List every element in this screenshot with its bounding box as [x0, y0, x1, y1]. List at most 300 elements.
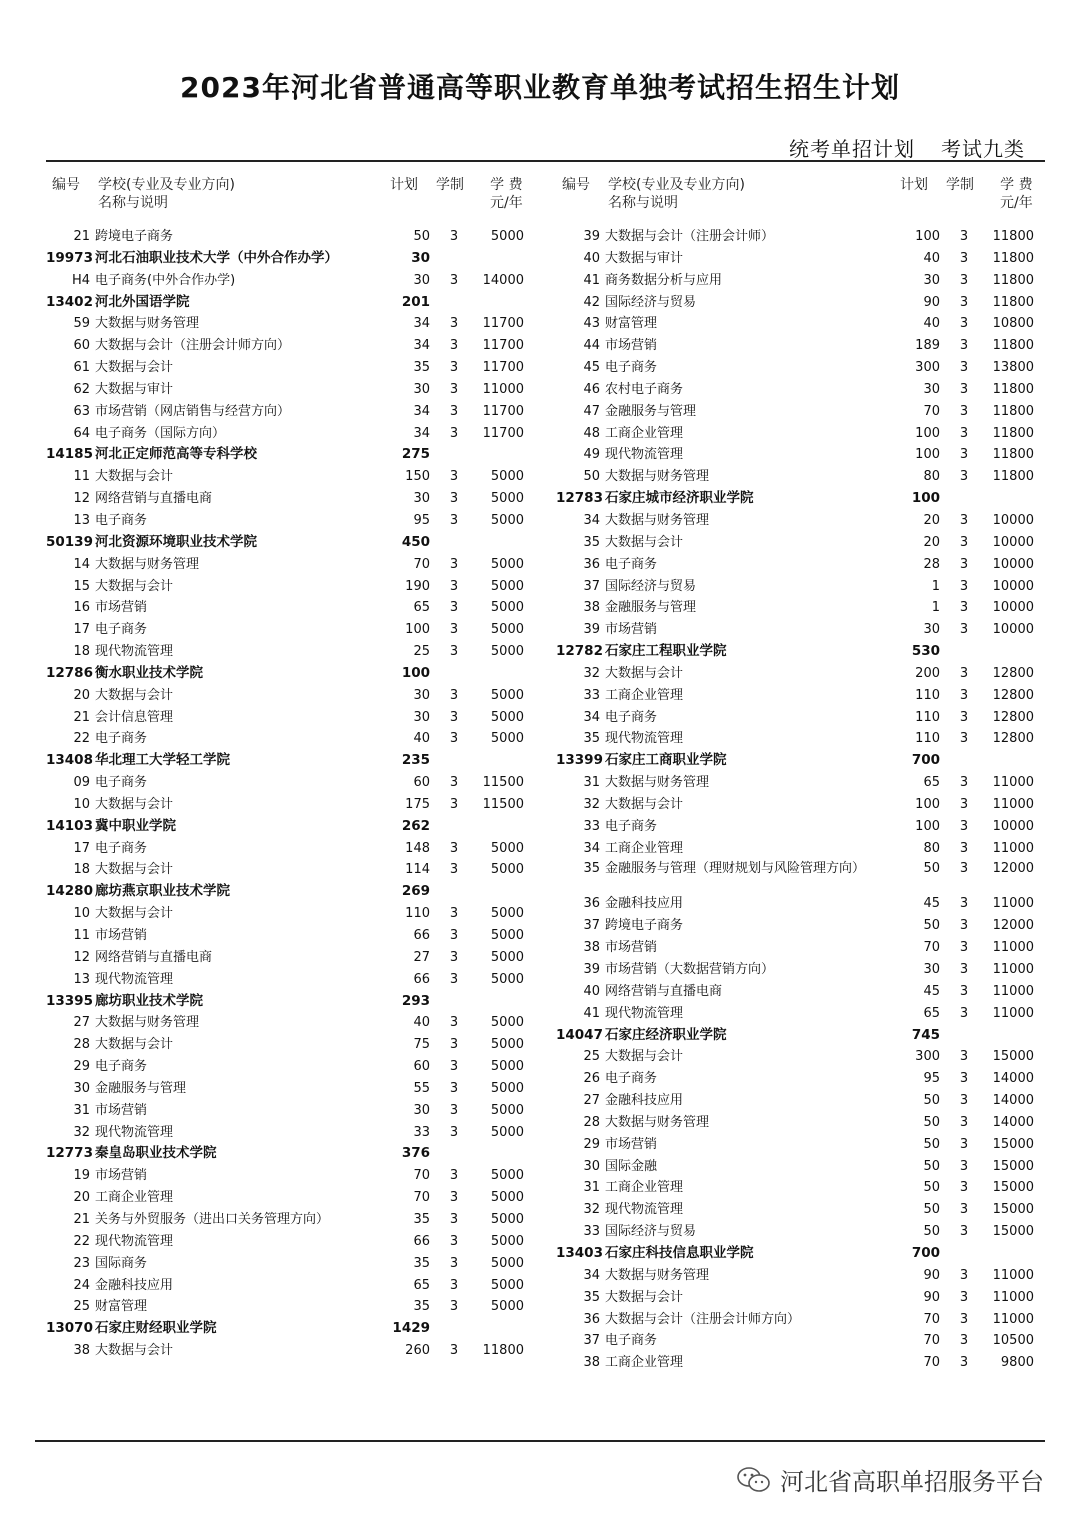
school-code: 13395 [46, 992, 93, 1009]
major-name: 国际经济与贸易 [605, 294, 697, 310]
major-fee: 11000 [992, 962, 1034, 977]
major-plan: 50 [923, 1158, 940, 1174]
major-code: 47 [583, 403, 600, 419]
major-plan: 300 [915, 1049, 940, 1065]
table-header [556, 172, 1046, 224]
major-name: 电子商务 [95, 775, 148, 791]
major-row [46, 947, 536, 969]
header-name-line2: 名称与说明 [98, 195, 168, 211]
major-years: 3 [959, 1114, 969, 1130]
school-code: 13070 [46, 1320, 93, 1337]
major-code: 25 [73, 1299, 90, 1315]
major-name: 市场营销 [605, 338, 658, 354]
major-fee: 10000 [992, 512, 1034, 528]
major-fee: 11700 [482, 316, 524, 332]
major-row [46, 1209, 536, 1231]
major-row [556, 838, 1046, 860]
major-fee: 5000 [490, 491, 524, 507]
major-fee: 5000 [490, 687, 524, 703]
major-row [556, 1046, 1046, 1068]
major-years: 3 [449, 1124, 459, 1140]
major-row [556, 1112, 1046, 1134]
major-plan: 100 [915, 796, 940, 812]
major-plan: 33 [413, 1124, 430, 1140]
school-code: 13399 [556, 752, 603, 769]
major-name: 大数据与会计 [95, 862, 174, 878]
school-plan: 100 [911, 490, 940, 507]
major-years: 3 [449, 1080, 459, 1096]
major-row [556, 554, 1046, 576]
major-code: 38 [583, 1355, 600, 1371]
major-name: 市场营销 [605, 1136, 658, 1152]
major-name: 大数据与财务管理 [605, 775, 710, 791]
major-code: 18 [73, 644, 90, 660]
major-fee: 5000 [490, 229, 524, 244]
major-code: 20 [73, 1190, 90, 1206]
major-row [556, 1068, 1046, 1090]
major-fee: 13800 [992, 360, 1034, 376]
major-row [46, 1340, 536, 1362]
major-fee: 10800 [992, 316, 1034, 332]
major-years: 3 [959, 940, 969, 956]
major-row [46, 772, 536, 794]
major-years: 3 [449, 1059, 459, 1075]
school-name: 华北理工大学轻工学院 [95, 752, 230, 769]
major-code: 34 [583, 709, 600, 725]
major-fee: 11800 [482, 1343, 524, 1359]
major-name: 金融科技应用 [95, 1277, 174, 1293]
major-years: 3 [449, 360, 459, 376]
major-code: 23 [73, 1255, 90, 1271]
major-name: 电子商务 [605, 360, 658, 376]
major-name: 网络营销与直播电商 [95, 491, 213, 507]
school-name: 石家庄财经职业学院 [95, 1320, 217, 1337]
major-years: 3 [959, 709, 969, 725]
major-code: 29 [583, 1136, 600, 1152]
major-fee: 5000 [490, 906, 524, 922]
major-name: 电子商务 [605, 818, 658, 834]
major-years: 3 [449, 556, 459, 572]
major-fee: 11000 [482, 381, 524, 397]
major-fee: 10500 [992, 1333, 1034, 1349]
major-code: 46 [583, 381, 600, 397]
major-years: 3 [449, 1233, 459, 1249]
major-plan: 30 [413, 381, 430, 397]
major-years: 3 [449, 469, 459, 485]
major-code: 33 [583, 1224, 600, 1240]
major-row [556, 379, 1046, 401]
school-row [556, 750, 1046, 772]
major-code: 26 [583, 1071, 600, 1087]
major-name: 现代物流管理 [95, 644, 174, 660]
major-fee: 5000 [490, 971, 524, 987]
major-years: 3 [449, 1168, 459, 1184]
major-row [46, 925, 536, 947]
major-fee: 14000 [992, 1114, 1034, 1130]
major-fee: 5000 [490, 1255, 524, 1271]
major-code: 31 [583, 1180, 600, 1196]
major-row [46, 357, 536, 379]
header-fee-line1: 学 费 [1000, 177, 1033, 193]
major-name: 大数据与财务管理 [95, 1015, 200, 1031]
major-plan: 25 [413, 644, 430, 660]
major-plan: 70 [413, 556, 430, 572]
major-code: 34 [583, 840, 600, 856]
major-fee: 11000 [992, 1311, 1034, 1327]
major-years: 3 [449, 338, 459, 354]
school-name: 石家庄城市经济职业学院 [605, 490, 754, 507]
major-code: 64 [73, 425, 90, 441]
major-fee: 5000 [490, 840, 524, 856]
major-name: 会计信息管理 [95, 709, 174, 725]
major-years: 3 [959, 796, 969, 812]
major-name: 网络营销与直播电商 [605, 983, 723, 999]
major-years: 3 [449, 1343, 459, 1359]
major-name: 财富管理 [95, 1299, 148, 1315]
major-name: 财富管理 [605, 316, 658, 332]
major-fee: 11000 [992, 896, 1034, 912]
school-name: 石家庄经济职业学院 [605, 1026, 727, 1043]
header-years: 学制 [436, 177, 464, 193]
major-fee: 5000 [490, 1124, 524, 1140]
right-rows [556, 226, 1046, 1374]
major-fee: 11500 [482, 775, 524, 791]
major-years: 3 [959, 665, 969, 681]
subtitle [789, 133, 1025, 162]
major-years: 3 [959, 918, 969, 934]
major-plan: 110 [915, 709, 940, 725]
major-fee: 14000 [992, 1071, 1034, 1087]
major-fee: 12800 [992, 731, 1034, 747]
major-row [556, 248, 1046, 270]
major-name: 金融科技应用 [605, 896, 684, 912]
major-name: 市场营销 [95, 1168, 148, 1184]
major-fee: 5000 [490, 1190, 524, 1206]
header-name [608, 176, 745, 212]
major-years: 3 [959, 381, 969, 397]
school-row [46, 991, 536, 1013]
major-fee: 11000 [992, 983, 1034, 999]
header-plan: 计划 [390, 177, 418, 193]
major-years: 3 [449, 1277, 459, 1293]
major-row [556, 313, 1046, 335]
page-title: 2023年河北省普通高等职业教育单独考试招生招生计划 [180, 71, 900, 104]
major-row [46, 707, 536, 729]
major-name: 大数据与会计 [605, 1289, 684, 1305]
school-plan: 1429 [392, 1320, 430, 1337]
major-plan: 300 [915, 360, 940, 376]
major-fee: 15000 [992, 1180, 1034, 1196]
major-code: 10 [73, 906, 90, 922]
major-row [556, 1221, 1046, 1243]
major-years: 3 [959, 1158, 969, 1174]
right-column [556, 172, 1046, 1374]
school-code: 12783 [556, 490, 603, 507]
major-plan: 30 [923, 272, 940, 288]
major-code: 45 [583, 360, 600, 376]
major-row [556, 335, 1046, 357]
major-row [46, 619, 536, 641]
major-years: 3 [449, 1299, 459, 1315]
major-row [46, 1275, 536, 1297]
major-row [46, 1296, 536, 1318]
major-plan: 80 [923, 469, 940, 485]
school-name: 河北石油职业技术大学（中外合作办学） [95, 249, 338, 266]
major-code: 25 [583, 1049, 600, 1065]
major-row [46, 1253, 536, 1275]
major-fee: 12000 [992, 861, 1034, 877]
major-code: 19 [73, 1168, 90, 1184]
major-plan: 70 [923, 403, 940, 419]
major-years: 3 [959, 1333, 969, 1349]
major-plan: 30 [923, 622, 940, 638]
major-years: 3 [959, 1202, 969, 1218]
major-code: 35 [583, 1289, 600, 1305]
major-code: 34 [583, 512, 600, 528]
major-name: 现代物流管理 [605, 1005, 684, 1021]
major-row [556, 444, 1046, 466]
major-fee: 5000 [490, 1168, 524, 1184]
major-code: H4 [71, 272, 90, 288]
major-row [46, 335, 536, 357]
major-name: 现代物流管理 [95, 1233, 174, 1249]
major-row [556, 1199, 1046, 1221]
major-row [46, 313, 536, 335]
school-plan: 201 [401, 293, 430, 310]
major-name: 金融服务与管理 [605, 600, 697, 616]
major-row [556, 1156, 1046, 1178]
school-plan: 275 [401, 446, 430, 463]
major-code: 38 [583, 940, 600, 956]
school-code: 19973 [46, 249, 93, 266]
major-name: 大数据与会计 [605, 534, 684, 550]
major-row [46, 270, 536, 292]
major-code: 48 [583, 425, 600, 441]
major-row [46, 554, 536, 576]
header-code: 编号 [52, 177, 80, 193]
wechat-icon [736, 1466, 772, 1494]
major-name: 大数据与审计 [95, 381, 174, 397]
major-code: 37 [583, 578, 600, 594]
major-years: 3 [959, 250, 969, 266]
school-code: 13403 [556, 1244, 603, 1261]
major-row [46, 1100, 536, 1122]
major-row [556, 1330, 1046, 1352]
major-name: 电子商务 [605, 709, 658, 725]
major-name: 电子商务（国际方向） [95, 425, 226, 441]
major-row [556, 510, 1046, 532]
major-plan: 150 [405, 469, 430, 485]
major-code: 34 [583, 1267, 600, 1283]
major-row [556, 915, 1046, 937]
major-name: 国际经济与贸易 [605, 1224, 697, 1240]
major-code: 13 [73, 512, 90, 528]
major-plan: 100 [915, 229, 940, 244]
major-fee: 5000 [490, 1059, 524, 1075]
major-plan: 70 [923, 940, 940, 956]
major-code: 61 [73, 360, 90, 376]
major-fee: 11800 [992, 469, 1034, 485]
major-plan: 260 [405, 1343, 430, 1359]
major-years: 3 [449, 622, 459, 638]
major-row [556, 794, 1046, 816]
school-name: 秦皇岛职业技术学院 [95, 1145, 217, 1162]
major-years: 3 [449, 906, 459, 922]
major-row [46, 379, 536, 401]
major-fee: 14000 [482, 272, 524, 288]
major-name: 工商企业管理 [95, 1190, 174, 1206]
major-years: 3 [959, 556, 969, 572]
plan-type-label: 统考单招计划 [789, 137, 915, 161]
major-code: 11 [73, 928, 90, 943]
major-name: 市场营销 [95, 1102, 148, 1118]
major-years: 3 [959, 600, 969, 616]
major-row [556, 466, 1046, 488]
major-code: 11 [73, 469, 90, 485]
school-row [46, 663, 536, 685]
major-row [46, 1187, 536, 1209]
major-years: 3 [959, 731, 969, 747]
major-years: 3 [959, 578, 969, 594]
major-code: 14 [73, 556, 90, 572]
major-plan: 110 [915, 687, 940, 703]
major-plan: 40 [923, 316, 940, 332]
major-years: 3 [959, 840, 969, 856]
major-years: 3 [959, 861, 969, 877]
major-row [556, 663, 1046, 685]
major-row [46, 1056, 536, 1078]
major-code: 22 [73, 1233, 90, 1249]
major-code: 17 [73, 840, 90, 856]
major-fee: 5000 [490, 469, 524, 485]
major-years: 3 [959, 512, 969, 528]
major-fee: 15000 [992, 1158, 1034, 1174]
major-name: 电子商务 [95, 512, 148, 528]
footer-rule [35, 1440, 1045, 1442]
major-fee: 5000 [490, 949, 524, 965]
major-plan: 60 [413, 1059, 430, 1075]
major-fee: 9800 [1000, 1355, 1034, 1371]
major-plan: 45 [923, 983, 940, 999]
major-name: 商务数据分析与应用 [605, 272, 723, 288]
major-row [556, 1003, 1046, 1025]
major-fee: 15000 [992, 1136, 1034, 1152]
major-plan: 35 [413, 1255, 430, 1271]
major-name: 市场营销 [95, 928, 148, 943]
major-name: 大数据与财务管理 [605, 1114, 710, 1130]
major-years: 3 [449, 775, 459, 791]
major-name: 市场营销 [605, 940, 658, 956]
school-plan: 100 [401, 664, 430, 681]
major-fee: 10000 [992, 622, 1034, 638]
major-plan: 110 [915, 731, 940, 747]
major-years: 3 [449, 796, 459, 812]
major-row [46, 423, 536, 445]
major-name: 市场营销（网店销售与经营方向） [95, 403, 291, 419]
major-name: 金融服务与管理 [605, 403, 697, 419]
school-row [46, 248, 536, 270]
major-name: 市场营销 [605, 622, 658, 638]
school-plan: 262 [401, 817, 430, 834]
major-row [556, 1134, 1046, 1156]
school-code: 14047 [556, 1026, 603, 1043]
school-row [46, 532, 536, 554]
major-row [46, 1034, 536, 1056]
major-fee: 11000 [992, 1005, 1034, 1021]
major-years: 3 [449, 644, 459, 660]
major-row [556, 859, 1046, 893]
major-row [46, 597, 536, 619]
major-years: 3 [959, 1136, 969, 1152]
major-code: 30 [583, 1158, 600, 1174]
major-row [556, 619, 1046, 641]
major-fee: 10000 [992, 818, 1034, 834]
major-plan: 1 [931, 600, 940, 616]
school-code: 14185 [46, 446, 93, 463]
major-code: 35 [583, 534, 600, 550]
major-name: 金融科技应用 [605, 1093, 684, 1109]
major-code: 32 [583, 665, 600, 681]
major-years: 3 [959, 1355, 969, 1371]
major-name: 大数据与会计（注册会计师方向） [95, 338, 291, 354]
major-years: 3 [449, 709, 459, 725]
major-code: 27 [583, 1093, 600, 1109]
major-fee: 11800 [992, 294, 1034, 310]
major-code: 41 [583, 1005, 600, 1021]
major-fee: 5000 [490, 1233, 524, 1249]
major-name: 大数据与会计 [605, 1049, 684, 1065]
major-fee: 12800 [992, 665, 1034, 681]
major-years: 3 [959, 687, 969, 703]
major-years: 3 [449, 1211, 459, 1227]
school-plan: 450 [401, 533, 430, 550]
major-name: 大数据与财务管理 [95, 556, 200, 572]
major-fee: 5000 [490, 928, 524, 943]
major-fee: 11800 [992, 425, 1034, 441]
major-code: 12 [73, 949, 90, 965]
major-code: 62 [73, 381, 90, 397]
major-plan: 90 [923, 294, 940, 310]
major-name: 跨境电子商务 [605, 918, 684, 934]
major-years: 3 [959, 447, 969, 463]
major-fee: 15000 [992, 1049, 1034, 1065]
major-code: 21 [73, 229, 90, 244]
major-fee: 10000 [992, 534, 1034, 550]
school-plan: 235 [401, 752, 430, 769]
major-fee: 10000 [992, 600, 1034, 616]
major-code: 32 [583, 796, 600, 812]
major-years: 3 [959, 1311, 969, 1327]
major-years: 3 [449, 512, 459, 528]
major-code: 10 [73, 796, 90, 812]
major-name: 大数据与财务管理 [95, 316, 200, 332]
major-years: 3 [959, 775, 969, 791]
major-name: 工商企业管理 [605, 425, 684, 441]
major-fee: 10000 [992, 578, 1034, 594]
major-fee: 5000 [490, 1102, 524, 1118]
major-code: 29 [73, 1059, 90, 1075]
major-code: 60 [73, 338, 90, 354]
major-code: 24 [73, 1277, 90, 1293]
major-code: 36 [583, 556, 600, 572]
major-name: 现代物流管理 [605, 447, 684, 463]
major-plan: 80 [923, 840, 940, 856]
major-fee: 5000 [490, 578, 524, 594]
major-row [46, 488, 536, 510]
major-plan: 1 [931, 578, 940, 594]
major-name: 电子商务 [95, 1059, 148, 1075]
major-code: 33 [583, 818, 600, 834]
